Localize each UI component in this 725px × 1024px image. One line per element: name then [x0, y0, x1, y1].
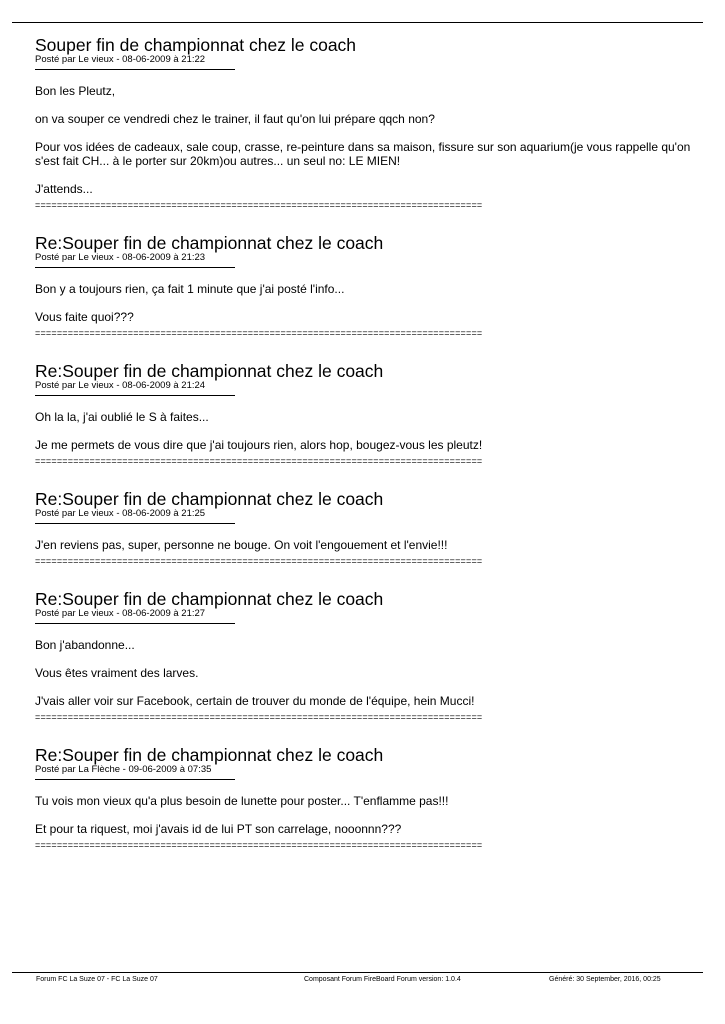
- post-paragraph: on va souper ce vendredi chez le trainer, il faut qu'on lui prépare qqch non?: [35, 112, 435, 126]
- post-meta: Posté par Le vieux - 08-06-2009 à 21:27: [35, 608, 206, 619]
- post-paragraph: J'attends...: [35, 182, 93, 196]
- post-meta: Posté par Le vieux - 08-06-2009 à 21:23: [35, 252, 206, 263]
- footer-divider: [12, 972, 703, 973]
- post-title: Re:Souper fin de championnat chez le coach: [35, 361, 384, 381]
- post-body: [35, 638, 705, 708]
- post-meta: Posté par La Flèche - 09-06-2009 à 07:35: [35, 764, 212, 775]
- post-meta: Posté par Le vieux - 08-06-2009 à 21:22: [35, 54, 206, 65]
- post-paragraph: J'vais aller voir sur Facebook, certain de trouver du monde de l'équipe, hein Mucci!: [35, 694, 475, 708]
- post-body: [35, 538, 705, 552]
- forum-post: [35, 590, 705, 722]
- forum-post: [35, 746, 705, 850]
- post-paragraph: Bon y a toujours rien, ça fait 1 minute que j'ai posté l'info...: [35, 282, 345, 296]
- post-meta: Posté par Le vieux - 08-06-2009 à 21:25: [35, 508, 206, 519]
- post-separator: ==================================================================================: [35, 840, 483, 850]
- meta-divider: [35, 395, 235, 396]
- post-paragraph: Vous êtes vraiment des larves.: [35, 666, 199, 680]
- post-paragraph: Pour vos idées de cadeaux, sale coup, crasse, re-peinture dans sa maison, fissure sur son aquarium(je vous rappelle qu'on s'est fait CH... à le porter sur 20km)ou autres... un seul no: LE MIEN!: [35, 140, 691, 168]
- forum-post: [35, 234, 705, 338]
- post-separator: ==================================================================================: [35, 556, 483, 566]
- post-separator: ==================================================================================: [35, 456, 483, 466]
- forum-post: [35, 490, 705, 566]
- forum-post: [35, 362, 705, 466]
- post-title: Re:Souper fin de championnat chez le coach: [35, 589, 384, 609]
- footer-component-version: Composant Forum FireBoard Forum version: 1.0.4: [304, 976, 461, 983]
- post-paragraph: Tu vois mon vieux qu'a plus besoin de lunette pour poster... T'enflamme pas!!!: [35, 794, 449, 808]
- post-body: [35, 84, 705, 196]
- post-title: Souper fin de championnat chez le coach: [35, 35, 357, 55]
- post-paragraph: Bon j'abandonne...: [35, 638, 135, 652]
- post-separator: ==================================================================================: [35, 200, 483, 210]
- post-paragraph: Oh la la, j'ai oublié le S à faites...: [35, 410, 209, 424]
- meta-divider: [35, 779, 235, 780]
- post-body: [35, 410, 705, 452]
- meta-divider: [35, 523, 235, 524]
- post-title: Re:Souper fin de championnat chez le coach: [35, 233, 384, 253]
- meta-divider: [35, 623, 235, 624]
- post-paragraph: Vous faite quoi???: [35, 310, 134, 324]
- forum-post: [35, 36, 705, 210]
- post-list: [35, 36, 705, 850]
- post-paragraph: Bon les Pleutz,: [35, 84, 116, 98]
- top-divider: [12, 22, 703, 23]
- footer-site-name: Forum FC La Suze 07 - FC La Suze 07: [36, 976, 158, 983]
- post-paragraph: Et pour ta riquest, moi j'avais id de lui PT son carrelage, nooonnn???: [35, 822, 402, 836]
- post-body: [35, 794, 705, 836]
- meta-divider: [35, 69, 235, 70]
- post-separator: ==================================================================================: [35, 328, 483, 338]
- post-body: [35, 282, 705, 324]
- post-meta: Posté par Le vieux - 08-06-2009 à 21:24: [35, 380, 206, 391]
- post-paragraph: Je me permets de vous dire que j'ai toujours rien, alors hop, bougez-vous les pleutz!: [35, 438, 483, 452]
- post-separator: ==================================================================================: [35, 712, 483, 722]
- footer-generated-date: Généré: 30 September, 2016, 00:25: [549, 976, 661, 983]
- post-paragraph: J'en reviens pas, super, personne ne bouge. On voit l'engouement et l'envie!!!: [35, 538, 448, 552]
- post-title: Re:Souper fin de championnat chez le coach: [35, 745, 384, 765]
- post-title: Re:Souper fin de championnat chez le coach: [35, 489, 384, 509]
- meta-divider: [35, 267, 235, 268]
